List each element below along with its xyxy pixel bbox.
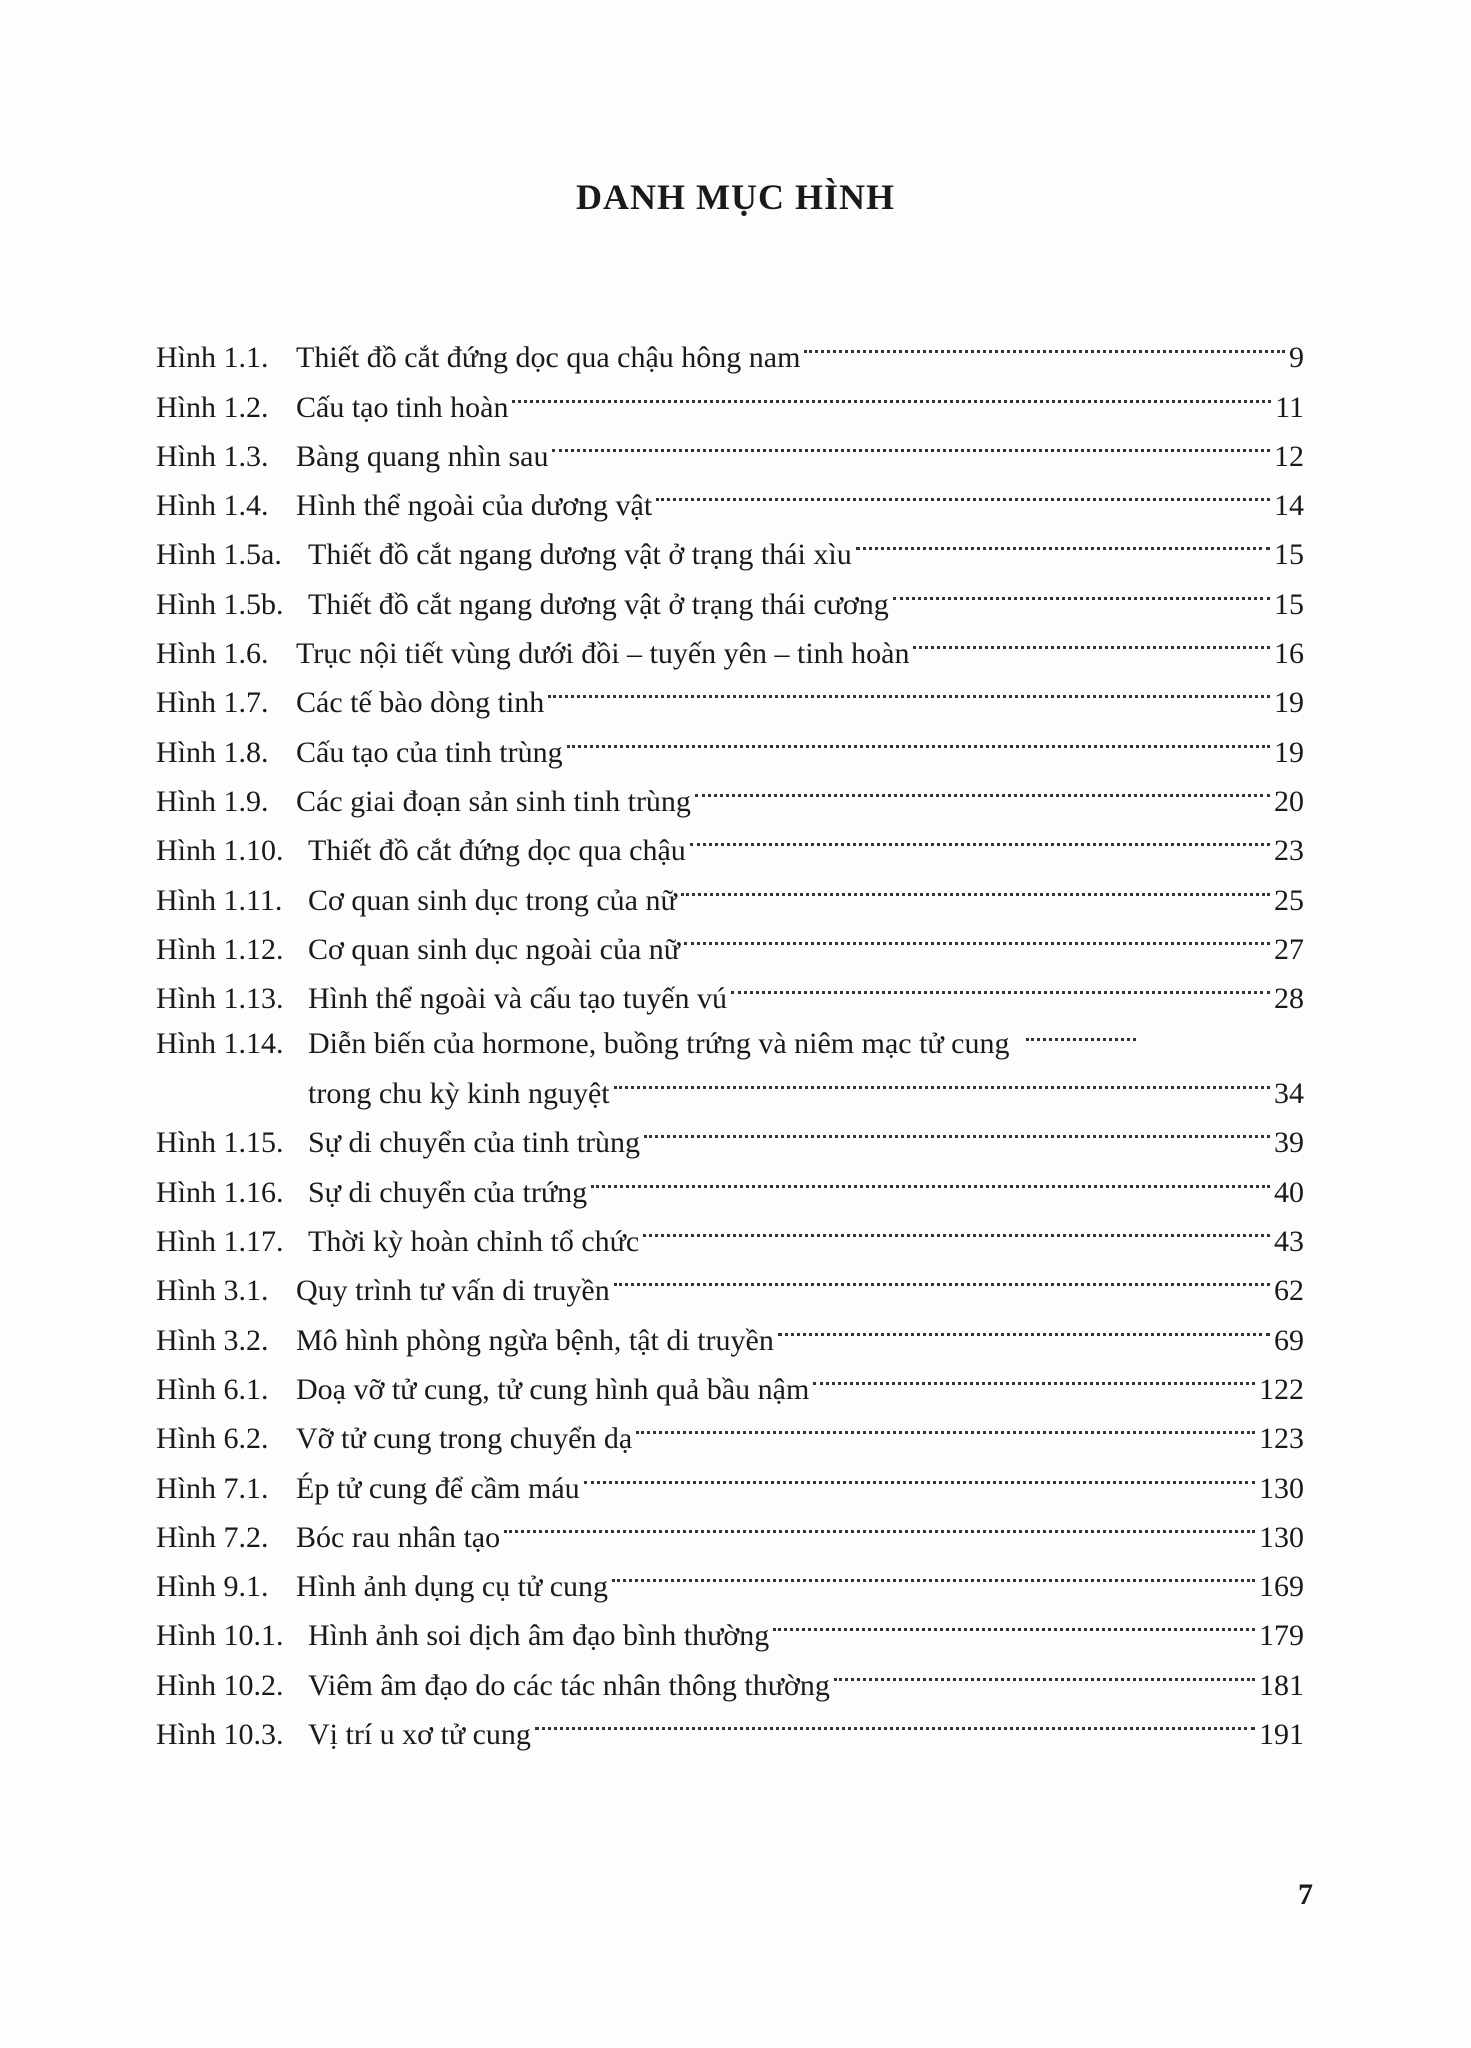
dot-leader <box>834 1645 1255 1694</box>
figure-page: 15 <box>1274 538 1304 572</box>
dot-leader <box>636 1399 1255 1448</box>
figure-caption: Cơ quan sinh dục trong của nữ <box>308 883 677 917</box>
figure-label: Hình 9.1. <box>156 1570 269 1604</box>
figure-page: 69 <box>1274 1323 1304 1357</box>
figure-caption: Sự di chuyển của trứng <box>308 1175 588 1209</box>
list-item <box>156 318 1304 375</box>
figure-label: Hình 1.15. <box>156 1126 284 1160</box>
figure-label: Hình 1.1. <box>156 341 269 375</box>
dot-leader <box>656 466 1270 515</box>
figure-page: 40 <box>1274 1175 1304 1209</box>
dot-leader <box>773 1596 1255 1645</box>
list-item <box>156 1008 1304 1111</box>
figure-label: Hình 1.4. <box>156 489 269 523</box>
figure-page: 130 <box>1259 1520 1304 1554</box>
figure-page: 169 <box>1259 1570 1304 1604</box>
dot-leader <box>591 1152 1270 1201</box>
figure-page: 9 <box>1289 341 1304 375</box>
figure-page: 23 <box>1274 834 1304 868</box>
figure-caption: Vị trí u xơ tử cung <box>308 1718 531 1752</box>
figure-caption: Viêm âm đạo do các tác nhân thông thường <box>308 1668 830 1702</box>
figure-page: 11 <box>1275 390 1304 424</box>
figure-label: Hình 1.2. <box>156 390 269 424</box>
figure-caption: Bàng quang nhìn sau <box>296 439 549 473</box>
figure-caption: Thiết đồ cắt ngang dương vật ở trạng thái cương <box>308 587 889 621</box>
figure-page: 123 <box>1259 1422 1304 1456</box>
figure-page: 179 <box>1259 1619 1304 1653</box>
page-number: 7 <box>1298 1878 1313 1911</box>
figure-page: 122 <box>1259 1372 1304 1406</box>
figure-caption: Hình thể ngoài của dương vật <box>296 489 653 523</box>
figure-caption: Thiết đồ cắt ngang dương vật ở trạng thái xìu <box>308 538 852 572</box>
dot-leader <box>893 564 1270 613</box>
figure-label: Hình 10.3. <box>156 1718 284 1752</box>
figure-page: 28 <box>1274 982 1304 1016</box>
figure-caption: Hình ảnh soi dịch âm đạo bình thường <box>308 1619 770 1653</box>
figure-page: 20 <box>1274 784 1304 818</box>
dot-leader <box>567 712 1270 761</box>
figure-page: 34 <box>1274 1077 1304 1111</box>
figure-label: Hình 3.2. <box>156 1323 269 1357</box>
figure-page: 39 <box>1274 1126 1304 1160</box>
figure-caption: Các tế bào dòng tinh <box>296 686 545 720</box>
figure-label: Hình 1.6. <box>156 637 269 671</box>
page-title: DANH MỤC HÌNH <box>576 177 895 217</box>
dot-leader <box>584 1448 1255 1497</box>
dot-leader <box>552 417 1270 466</box>
figure-caption: Thiết đồ cắt đứng dọc qua chậu <box>308 834 686 868</box>
dot-leader <box>913 614 1270 663</box>
figure-label: Hình 7.1. <box>156 1471 269 1505</box>
figure-page: 15 <box>1274 587 1304 621</box>
figure-page: 19 <box>1274 735 1304 769</box>
dot-leader <box>548 663 1270 712</box>
figure-caption: Bóc rau nhân tạo <box>296 1520 501 1554</box>
figure-caption: Trục nội tiết vùng dưới đồi – tuyến yên – tinh hoàn <box>296 637 910 671</box>
figure-label: Hình 1.8. <box>156 735 269 769</box>
figure-caption: Ép tử cung để cầm máu <box>296 1471 580 1505</box>
figure-caption: Các giai đoạn sản sinh tinh trùng <box>296 784 691 818</box>
dot-leader <box>804 318 1285 367</box>
figure-label: Hình 1.16. <box>156 1175 284 1209</box>
figure-label: Hình 1.10. <box>156 834 284 868</box>
figure-caption-continued: trong chu kỳ kinh nguyệt <box>308 1077 610 1111</box>
figure-page: 27 <box>1274 932 1304 966</box>
figure-caption: Mô hình phòng ngừa bệnh, tật di truyền <box>296 1323 774 1357</box>
figure-page: 19 <box>1274 686 1304 720</box>
figure-label: Hình 1.7. <box>156 686 269 720</box>
figure-page: 181 <box>1259 1668 1304 1702</box>
figure-caption: Cơ quan sinh dục ngoài của nữ <box>308 932 681 966</box>
dot-leader <box>512 367 1271 416</box>
figure-label: Hình 1.13. <box>156 982 284 1016</box>
figure-label: Hình 10.1. <box>156 1619 284 1653</box>
dot-leader <box>614 1053 1270 1103</box>
figure-caption: Thiết đồ cắt đứng dọc qua chậu hông nam <box>296 341 801 375</box>
figure-label: Hình 7.2. <box>156 1520 269 1554</box>
dot-leader <box>643 1202 1270 1251</box>
figure-label: Hình 3.1. <box>156 1274 269 1308</box>
figure-page: 25 <box>1274 883 1304 917</box>
figure-label: Hình 1.5b. <box>156 587 284 621</box>
figure-page: 191 <box>1259 1718 1304 1752</box>
figure-label: Hình 1.9. <box>156 784 269 818</box>
figure-label: Hình 1.17. <box>156 1225 284 1259</box>
dot-leader <box>644 1103 1270 1152</box>
figure-page: 43 <box>1274 1225 1304 1259</box>
dot-leader <box>813 1350 1255 1399</box>
figure-label: Hình 1.12. <box>156 932 284 966</box>
dot-leader <box>778 1300 1270 1349</box>
dot-leader <box>684 910 1270 959</box>
figure-page: 12 <box>1274 439 1304 473</box>
figure-page: 130 <box>1259 1471 1304 1505</box>
figure-label: Hình 1.11. <box>156 883 283 917</box>
figure-caption: Diễn biến của hormone, buồng trứng và niêm mạc tử cung <box>308 1027 1010 1061</box>
figure-label: Hình 6.1. <box>156 1372 269 1406</box>
figure-caption: Doạ vỡ tử cung, tử cung hình quả bầu nậm <box>296 1372 810 1406</box>
figure-page: 62 <box>1274 1274 1304 1308</box>
figure-caption: Thời kỳ hoàn chỉnh tổ chức <box>308 1225 640 1259</box>
dot-leader <box>856 515 1270 564</box>
figure-page: 14 <box>1274 489 1304 523</box>
dot-leader <box>612 1547 1255 1596</box>
figure-label: Hình 1.3. <box>156 439 269 473</box>
dot-leader <box>504 1498 1255 1547</box>
figure-label: Hình 1.5a. <box>156 538 282 572</box>
figure-list <box>156 318 1304 1752</box>
dot-leader <box>614 1251 1270 1300</box>
dot-leader <box>731 959 1270 1008</box>
figure-caption: Hình ảnh dụng cụ tử cung <box>296 1570 609 1604</box>
figure-label: Hình 10.2. <box>156 1668 284 1702</box>
figure-caption: Cấu tạo tinh hoàn <box>296 390 509 424</box>
figure-caption: Cấu tạo của tinh trùng <box>296 735 563 769</box>
figure-caption: Sự di chuyển của tinh trùng <box>308 1126 641 1160</box>
dot-leader <box>690 811 1270 860</box>
dot-leader <box>681 860 1270 909</box>
dot-leader <box>695 762 1270 811</box>
figure-page: 16 <box>1274 637 1304 671</box>
figure-label: Hình 6.2. <box>156 1422 269 1456</box>
figure-caption: Hình thể ngoài và cấu tạo tuyến vú <box>308 982 728 1016</box>
dot-leader <box>1026 1008 1136 1053</box>
figure-caption: Vỡ tử cung trong chuyển dạ <box>296 1422 633 1456</box>
figure-label: Hình 1.14. <box>156 1027 284 1061</box>
figure-caption: Quy trình tư vấn di truyền <box>296 1274 610 1308</box>
dot-leader <box>535 1695 1255 1744</box>
